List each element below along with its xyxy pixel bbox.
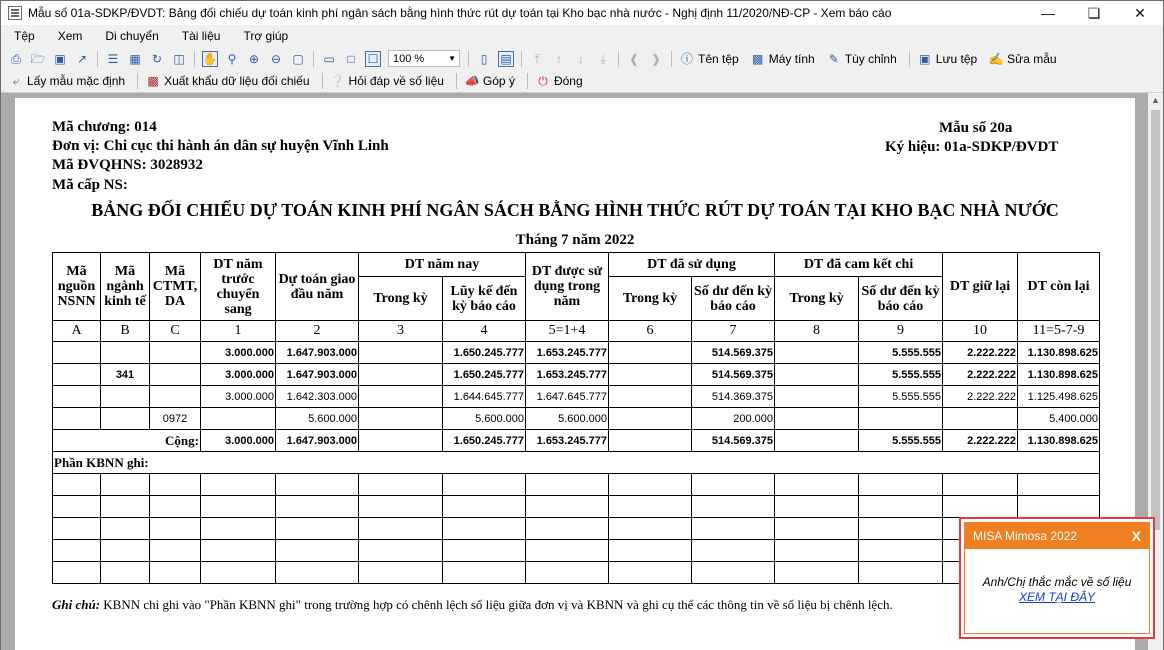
cell: 5.400.000 [1018,408,1100,430]
cell: 5.600.000 [526,408,609,430]
col-number: 10 [943,321,1018,342]
ten-tep-button[interactable]: Tên tệp [698,51,739,66]
cell [101,342,150,364]
cell: 514.369.375 [692,386,775,408]
cell [53,364,101,386]
kbnn-label: Phần KBNN ghi: [53,452,201,474]
toolbar-separator [97,51,98,67]
col-number: 8 [775,321,859,342]
col-number: 3 [359,321,443,342]
cell: 200.000 [692,408,775,430]
gop-y-button[interactable]: Góp ý [482,74,515,88]
cell: 1.647.903.000 [276,342,359,364]
cell [775,386,859,408]
col-number: 11=5-7-9 [1018,321,1100,342]
col-trong-ky-2: Trong kỳ [609,277,692,321]
ky-hieu: Ký hiệu: 01a-SDKP/ĐVDT [885,139,1059,155]
cell: 3.000.000 [201,430,276,452]
cell: 2.222.222 [943,386,1018,408]
col-dt-con-lai: DT còn lại [1018,253,1100,321]
cell [943,408,1018,430]
export-icon[interactable]: ↗ [76,51,88,66]
sua-mau-button[interactable]: Sửa mẫu [1007,51,1057,66]
may-tinh-button[interactable]: Máy tính [768,51,815,66]
lay-mau-mac-dinh-button[interactable]: Lấy mẫu mặc định [27,74,126,88]
cell [359,364,443,386]
cell [53,342,101,364]
cell: 1.130.898.625 [1018,430,1100,452]
kbnn-row [53,540,1100,562]
first-page-icon[interactable]: ⤒ [534,51,540,66]
tuy-chinh-button[interactable]: Tùy chỉnh [844,51,897,66]
col-luy-ke: Lũy kế đến kỳ báo cáo [443,277,526,321]
ma-cap-ns: Mã cấp NS: [52,177,128,193]
maximize-button[interactable]: ❏ [1087,4,1101,21]
main-toolbar [1,47,1163,70]
toolbar-separator [322,73,323,89]
cell [201,452,1100,474]
thumbnails-icon[interactable]: ▦ [129,51,141,66]
cell: 1.647.645.777 [526,386,609,408]
cell: 1.647.903.000 [276,364,359,386]
table-row [53,364,1100,386]
notification-popup [959,517,1155,639]
header-row-1 [53,253,1100,277]
cell: 5.555.555 [859,430,943,452]
toolbar-separator [313,51,314,67]
dong-button[interactable]: Đóng [553,74,583,88]
toolbar-separator [468,51,469,67]
back-icon[interactable]: ❰ [628,51,640,66]
col-ma-nganh: Mã ngành kinh tế [101,253,150,321]
cell: 1.653.245.777 [526,342,609,364]
toolbar-separator [618,51,619,67]
kbnn-row [53,562,1100,584]
popup-link[interactable]: XEM TẠI ĐÂY [1018,590,1095,604]
cell [53,386,101,408]
secondary-toolbar [1,70,1163,93]
close-button[interactable]: ✕ [1134,4,1146,21]
zoom-rect-icon[interactable]: ▢ [292,51,304,66]
cell: 2.222.222 [943,364,1018,386]
cell: 1.130.898.625 [1018,364,1100,386]
scroll-thumb[interactable] [1151,110,1160,530]
table-row [53,342,1100,364]
actual-size-icon[interactable]: ☐ [365,51,381,67]
cell: 1.130.898.625 [1018,342,1100,364]
cell: 1.653.245.777 [526,430,609,452]
popup-body [964,522,1150,634]
cell: 1.650.245.777 [443,430,526,452]
cell [359,342,443,364]
power-icon[interactable]: ⏻ [538,74,548,88]
cell [101,386,150,408]
table-of-contents-icon[interactable]: ☰ [107,51,119,66]
report-period: Tháng 7 năm 2022 [515,232,635,248]
hand-tool-icon[interactable]: ✋ [202,51,218,66]
note-label: Ghi chú: [52,597,101,612]
last-page-icon[interactable]: ⤓ [600,51,606,66]
cell: 514.569.375 [692,430,775,452]
col-number: 4 [443,321,526,342]
col-dt-cam-ket: DT đã cam kết chi [775,253,943,277]
zoom-icon[interactable]: ⚲ [227,51,237,66]
document-icon [8,6,22,20]
toolbar-separator [909,51,910,67]
cell: 3.000.000 [201,364,276,386]
computer-icon[interactable]: ▩ [752,51,764,66]
kbnn-row [53,474,1100,496]
cell: 341 [101,364,150,386]
cell [150,386,201,408]
menu-tro-giup[interactable]: Trợ giúp [243,29,289,43]
menu-tep[interactable]: Tệp [14,29,35,43]
col-so-du-2: Số dư đến kỳ báo cáo [859,277,943,321]
zoom-in-icon[interactable]: ⊕ [248,51,260,66]
col-number: 5=1+4 [526,321,609,342]
toolbar-separator [194,51,195,67]
export-data-icon[interactable]: ▩ [147,74,159,88]
col-so-du-1: Số dư đến kỳ báo cáo [692,277,775,321]
cell: 1.650.245.777 [443,364,526,386]
col-number: 9 [859,321,943,342]
col-dt-nam-nay: DT năm nay [359,253,526,277]
cell: 5.600.000 [276,408,359,430]
cell [53,408,101,430]
toolbar-separator [137,73,138,89]
cell: 5.600.000 [443,408,526,430]
refresh-icon[interactable]: ↻ [151,51,163,66]
cell [775,364,859,386]
col-number: 2 [276,321,359,342]
col-number: 1 [201,321,276,342]
window-title: Mẫu số 01a-SDKP/ĐVDT: Bảng đối chiếu dự toán kinh phí ngân sách bằng hình thức rút dự toán tại Kho bạc nhà nước - Nghị định 11/2020/NĐ-CP - Xem báo cáo [28,6,892,20]
popup-header [965,523,1149,549]
scroll-up-icon[interactable]: ▲ [1151,95,1160,105]
note [52,597,893,613]
cell: 0972 [150,408,201,430]
kbnn-row [53,518,1100,540]
cell: 2.222.222 [943,342,1018,364]
col-number: 7 [692,321,775,342]
window-controls [1025,1,1163,25]
kbnn-label-row [53,452,1100,474]
col-number: 6 [609,321,692,342]
cell [609,386,692,408]
cell [201,408,276,430]
don-vi: Đơn vị: Chi cục thi hành án dân sự huyện Vĩnh Linh [52,138,389,154]
xuat-khau-button[interactable]: Xuất khẩu dữ liệu đối chiếu [164,74,310,88]
cell [101,408,150,430]
chevron-down-icon: ▼ [448,54,456,63]
popup-message: Anh/Chị thắc mắc về số liệu [982,575,1132,589]
total-label: Cộng: [53,430,201,452]
kbnn-row [53,496,1100,518]
save-icon[interactable]: ▣ [54,51,66,66]
mau-so: Mẫu số 20a [939,120,1013,136]
col-number: C [150,321,201,342]
col-ma-ctmt: Mã CTMT, DA [150,253,201,321]
whole-page-icon[interactable]: □ [347,51,355,66]
ma-dvqhns: Mã ĐVQHNS: 3028932 [52,157,203,173]
cell: 1.644.645.777 [443,386,526,408]
menu-xem[interactable]: Xem [57,29,83,43]
title-bar [1,1,1163,25]
minimize-button[interactable]: — [1041,5,1055,21]
total-row [53,430,1100,452]
cell: 514.569.375 [692,342,775,364]
print-icon[interactable]: ⎙ [11,51,21,66]
cell [609,408,692,430]
cell: 1.653.245.777 [526,364,609,386]
menu-di-chuyen[interactable]: Di chuyển [105,29,159,43]
cell [775,408,859,430]
cell: 1.650.245.777 [443,342,526,364]
cell: 5.555.555 [859,342,943,364]
forward-icon[interactable]: ❱ [650,51,662,66]
cell [150,342,201,364]
cell: 1.125.498.625 [1018,386,1100,408]
popup-close-button[interactable]: X [1131,528,1141,544]
cell [859,408,943,430]
cell [359,386,443,408]
edit-template-icon[interactable]: ✍ [988,51,1004,66]
col-trong-ky-1: Trong kỳ [359,277,443,321]
cell [775,342,859,364]
col-ma-nguon: Mã nguồn NSNN [53,253,101,321]
col-dt-nam-truoc: DT năm trước chuyển sang [201,253,276,321]
note-text: KBNN chỉ ghi vào "Phần KBNN ghi" trong trường hợp có chênh lệch số liệu giữa đơn vị và KBNN và ghi cụ thể các thông tin về số liệu bị chênh lệch. [100,597,893,612]
cell: 3.000.000 [201,386,276,408]
cell [359,408,443,430]
info-icon[interactable]: ⓘ [680,51,693,66]
table-row [53,386,1100,408]
cell: 2.222.222 [943,430,1018,452]
menu-bar [1,26,1163,46]
popup-title: MISA Mimosa 2022 [973,529,1078,543]
cell [150,364,201,386]
customize-icon[interactable]: ✎ [828,51,839,66]
cell: 5.555.555 [859,386,943,408]
page-width-icon[interactable]: ▭ [323,51,335,66]
popup-content [965,549,1149,605]
megaphone-icon[interactable]: 📣 [464,74,480,88]
toolbar-separator [671,51,672,67]
luu-tep-button[interactable]: Lưu tệp [935,51,978,66]
cell [359,430,443,452]
cell: 1.647.903.000 [276,430,359,452]
col-number: A [53,321,101,342]
open-folder-icon[interactable]: 🗁 [30,51,46,66]
help-icon[interactable]: ❔ [330,74,345,88]
cell [775,430,859,452]
menu-tai-lieu[interactable]: Tài liệu [181,29,221,43]
col-dt-duoc-sd: DT được sử dụng trong năm [526,253,609,321]
cell [609,342,692,364]
cell: 1.642.303.000 [276,386,359,408]
hoi-dap-button[interactable]: Hỏi đáp về số liệu [348,74,444,88]
ma-chuong: Mã chương: 014 [52,119,157,135]
cell [609,364,692,386]
table-row [53,408,1100,430]
cell: 5.555.555 [859,364,943,386]
col-trong-ky-3: Trong kỳ [775,277,859,321]
save-file-icon[interactable]: ▣ [919,51,931,66]
find-icon[interactable]: ◫ [173,51,185,66]
toolbar-separator [527,73,528,89]
cell: 3.000.000 [201,342,276,364]
col-du-toan: Dự toán giao đầu năm [276,253,359,321]
col-number: B [101,321,150,342]
column-number-row [53,321,1100,342]
cell [609,430,692,452]
single-page-icon[interactable]: ▯ [480,51,488,66]
next-page-icon[interactable]: ↓ [578,51,584,66]
zoom-value: 100 % [393,52,425,65]
report-title: BẢNG ĐỐI CHIẾU DỰ TOÁN KINH PHÍ NGÂN SÁCH BẰNG HÌNH THỨC RÚT DỰ TOÁN TẠI KHO BẠC NHÀ NƯỚC [91,200,1059,220]
continuous-page-icon[interactable]: ▤ [498,51,514,67]
col-dt-da-sd: DT đã sử dụng [609,253,775,277]
col-dt-giu-lai: DT giữ lại [943,253,1018,321]
toolbar-separator [456,73,457,89]
zoom-out-icon[interactable]: ⊖ [270,51,282,66]
previous-page-icon[interactable]: ↑ [556,51,562,66]
toolbar-separator [521,51,522,67]
cell: 514.569.375 [692,364,775,386]
report-table [52,252,1100,584]
back-arrow-icon[interactable]: ⤶ [12,74,20,88]
zoom-select[interactable] [388,50,460,67]
